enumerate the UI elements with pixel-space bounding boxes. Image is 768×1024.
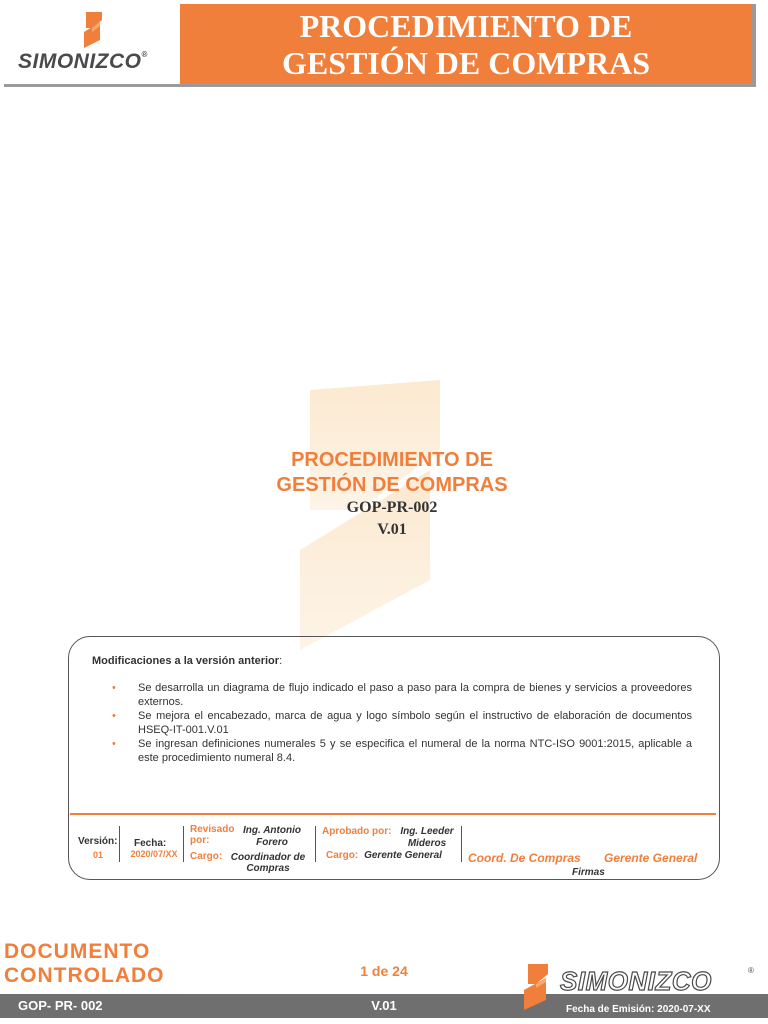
date-label: Fecha:	[134, 838, 167, 849]
page-number: 1 de 24	[360, 963, 408, 979]
controlled-document-stamp: DOCUMENTO CONTROLADO	[4, 940, 165, 987]
signature-gerente-general: Gerente General	[604, 851, 698, 865]
reviewed-name: Ing. Antonio	[243, 825, 301, 836]
header-logo	[4, 4, 180, 84]
list-item: • Se mejora el encabezado, marca de agua y logo símbolo según el instructivo de elaboración de documentos HSEQ-IT-001.V.01	[112, 710, 692, 736]
divider	[70, 813, 716, 815]
page-title: PROCEDIMIENTO DE GESTIÓN DE COMPRAS	[281, 8, 651, 81]
logo-wordmark: SIMONIZCO®	[18, 50, 148, 73]
bullet-icon: •	[112, 710, 116, 722]
reviewed-cargo-label: Cargo:	[190, 851, 223, 862]
modifications-heading: Modificaciones a la versión anterior:	[92, 655, 283, 667]
version-label: Versión:	[78, 836, 118, 847]
footer-logo-wordmark: SIMONIZCO	[560, 966, 712, 996]
approved-cargo: Gerente General	[364, 850, 442, 861]
signature-table: Versión: 01 Fecha: 2020/07/XX Revisado por: Ing. Antonio Forero Cargo: Coordinador de Compras Aprobado por: Ing. Leeder Mideros Cargo: Gerente General Coord. De Compras Gerente General Firmas	[78, 824, 698, 878]
approved-label: Aprobado por:	[322, 826, 392, 837]
simonizco-logo-icon	[78, 10, 108, 50]
signature-coord-compras: Coord. De Compras	[468, 851, 581, 865]
footer-version: V.01	[371, 998, 397, 1013]
date-value: 2020/07/XX	[130, 849, 178, 859]
approved-cargo-label: Cargo:	[326, 850, 359, 861]
document-code: GOP-PR-002	[346, 499, 438, 516]
document-version: V.01	[377, 521, 407, 538]
approved-name: Ing. Leeder	[400, 826, 454, 837]
page-header	[0, 0, 768, 92]
footer-logo-icon	[518, 962, 554, 1012]
emission-date: Fecha de Emisión: 2020-07-XX	[566, 1004, 711, 1015]
reviewed-cargo: Coordinador de	[230, 852, 306, 863]
bullet-icon: •	[112, 682, 116, 694]
signatures-caption: Firmas	[572, 867, 605, 878]
bullet-icon: •	[112, 738, 116, 750]
reviewed-label: Revisado	[190, 824, 235, 835]
version-value: 01	[92, 850, 103, 860]
document-title: PROCEDIMIENTO DE GESTIÓN DE COMPRAS	[276, 449, 508, 496]
list-item: • Se desarrolla un diagrama de flujo indicado el paso a paso para la compra de bienes y servicios a proveedores externos.	[112, 682, 692, 708]
list-item: • Se ingresan definiciones numerales 5 y se especifica el numeral de la norma NTC-ISO 9001:2015, aplicable a este procedimiento numeral 8.4.	[112, 738, 692, 764]
footer-document-code: GOP- PR- 002	[18, 998, 103, 1013]
modifications-list	[112, 682, 692, 766]
